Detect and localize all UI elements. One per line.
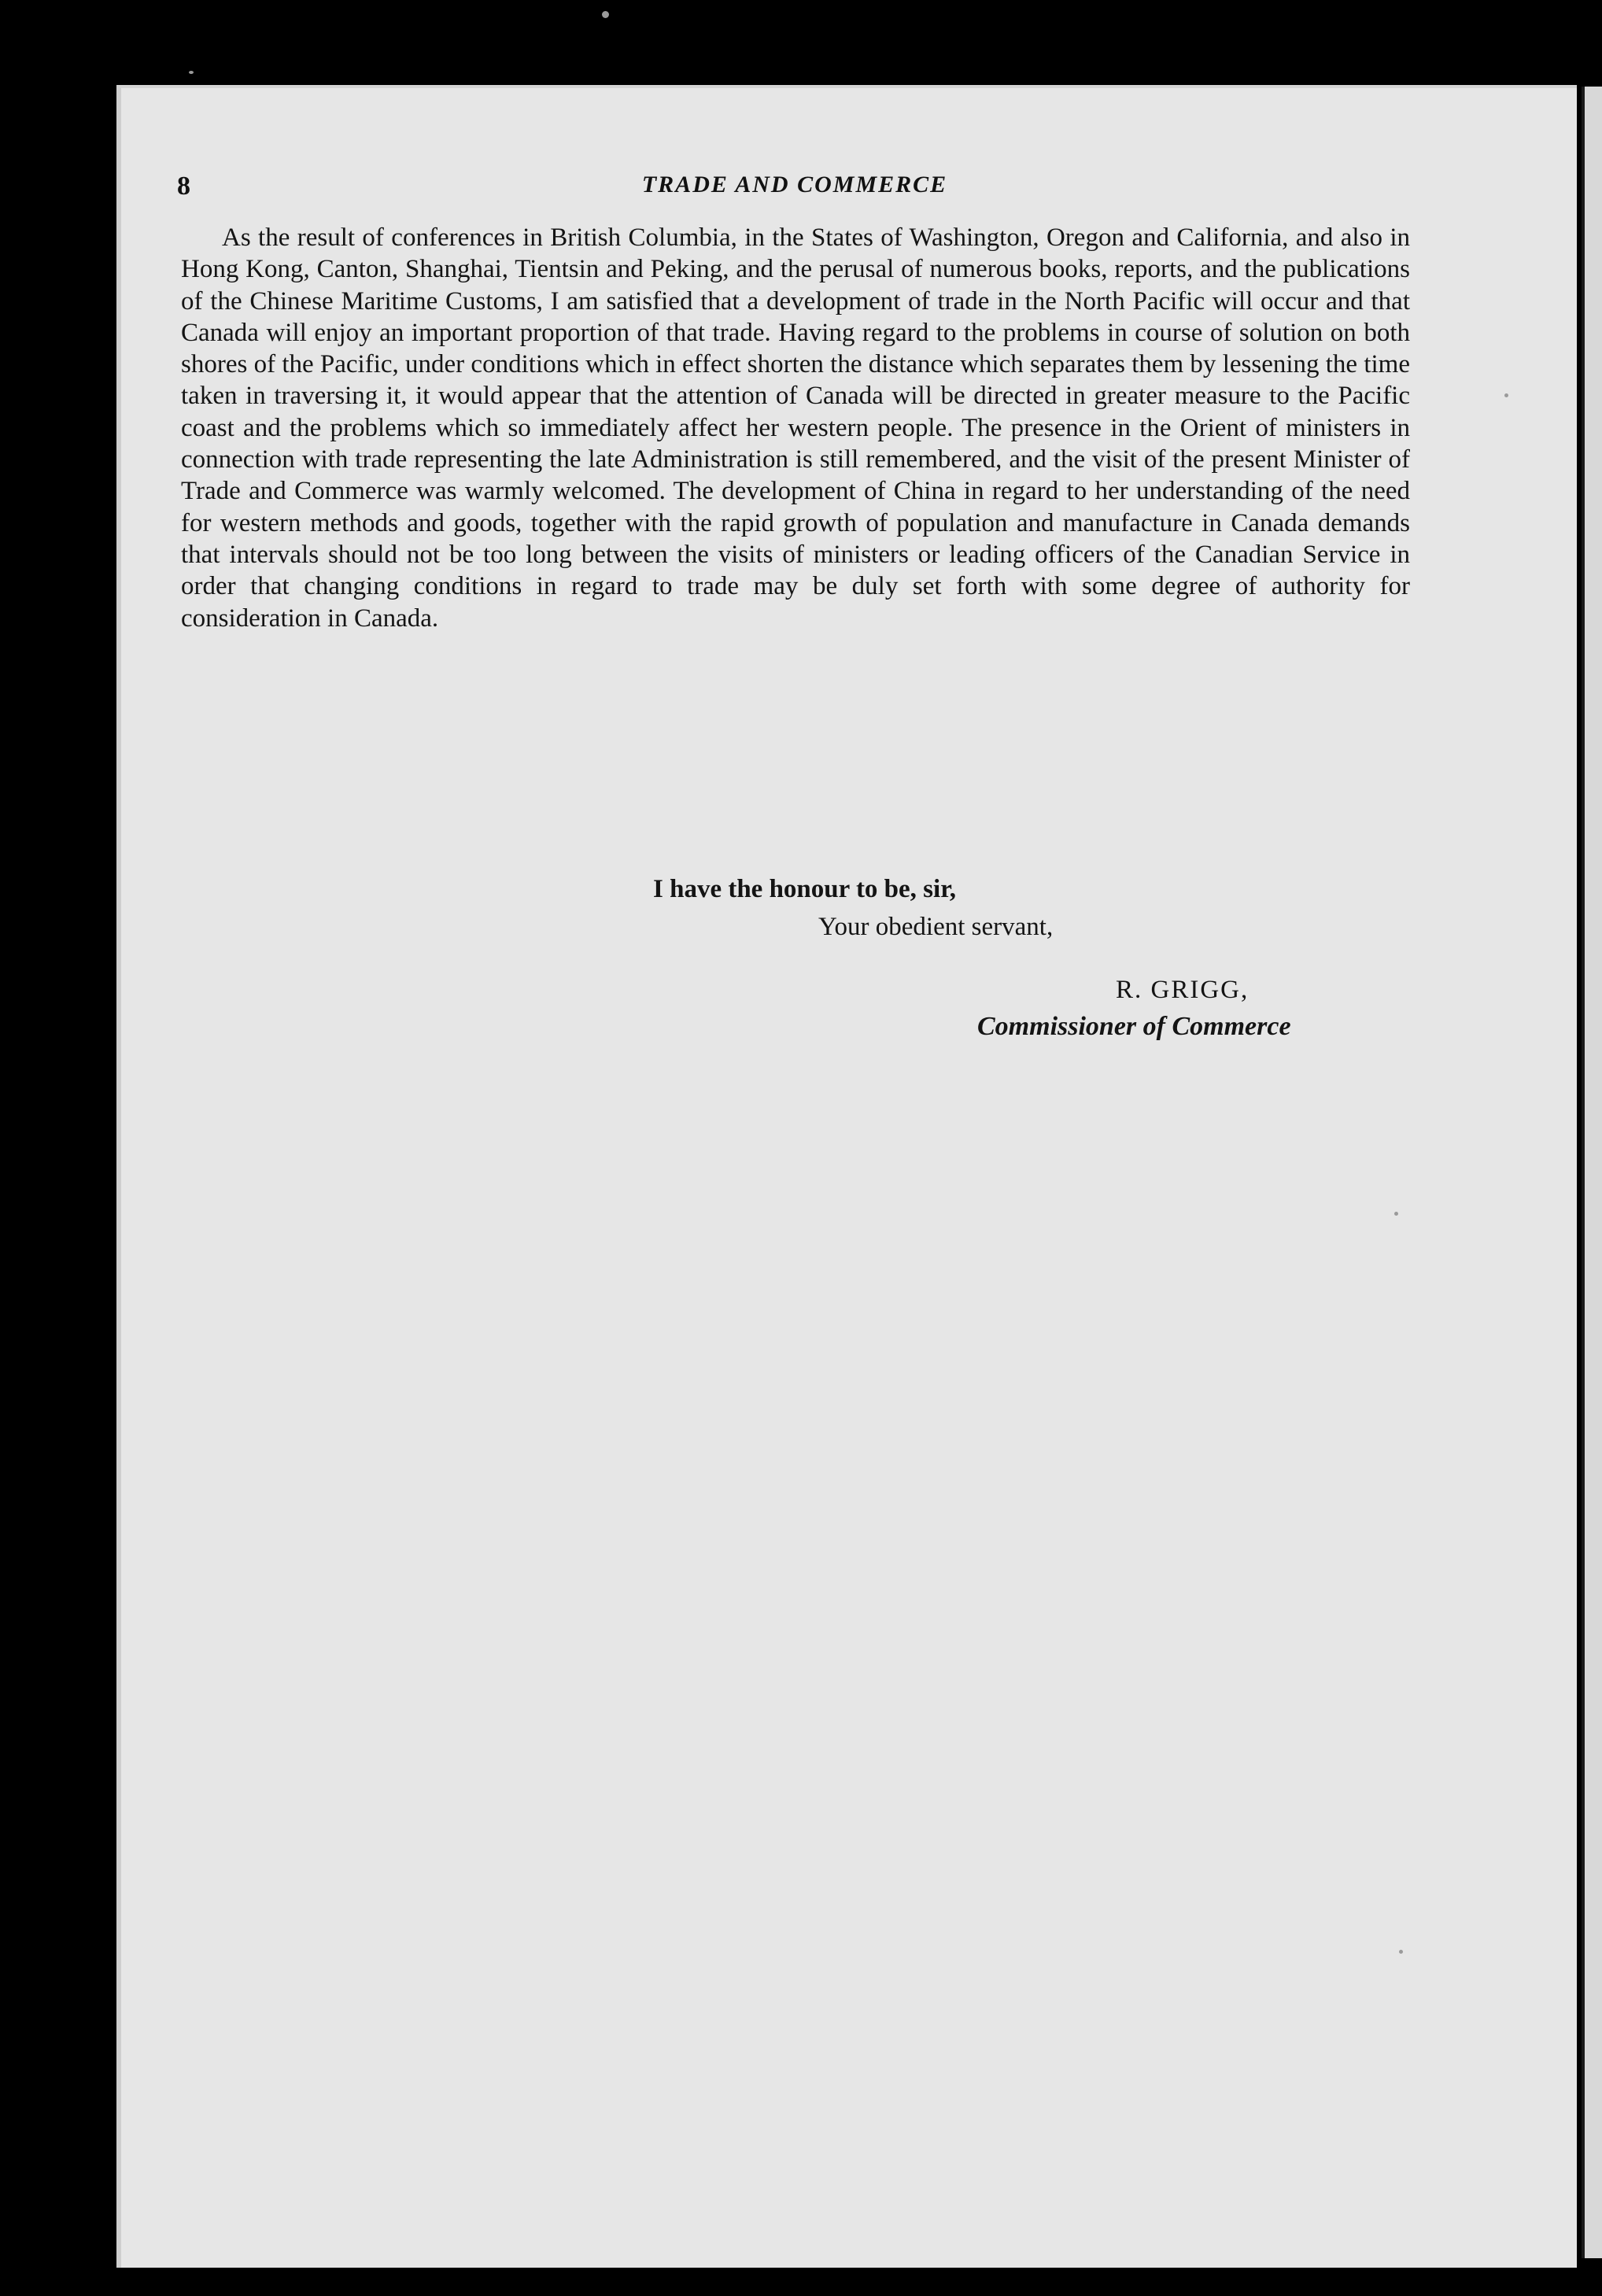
- scan-speck: [1504, 393, 1508, 397]
- scan-speck: [1394, 1212, 1398, 1216]
- running-title: TRADE AND COMMERCE: [641, 172, 948, 197]
- signature-name: R. GRIGG,: [1116, 976, 1249, 1004]
- closing-servant-line: Your obedient servant,: [818, 913, 1054, 941]
- adjacent-page-edge: [1582, 87, 1602, 2258]
- scan-speck: [1399, 1950, 1403, 1954]
- signature-title: Commissioner of Commerce: [977, 1012, 1291, 1041]
- page-header: [177, 172, 1412, 211]
- page-number: 8: [177, 172, 190, 201]
- closing-salutation: I have the honour to be, sir,: [653, 875, 957, 903]
- scan-speck: [189, 71, 194, 74]
- scan-speck: [602, 11, 609, 18]
- body-paragraph: As the result of conferences in British Columbia, in the States of Washington, Oregon and California, and also in Hong Kong, Canton, Shanghai, Tientsin and Peking, and the perusal of numerous books, reports, and the publications of the Chinese Maritime Customs, I am satisfied that a development of trade in the North Pacific will occur and that Canada will enjoy an important proportion of that trade. Having regard to the problems in course of solution on both shores of the Pacific, under conditions which in effect shorten the distance which separates them by lessening the time taken in traversing it, it would appear that the attention of Canada will be directed in greater measure to the Pacific coast and the problems which so immediately affect her western people. The presence in the Orient of ministers in connection with trade representing the late Administration is still remembered, and the visit of the present Minister of Trade and Commerce was warmly welcomed. The development of China in regard to her understanding of the need for western methods and goods, together with the rapid growth of population and manufacture in Canada demands that intervals should not be too long between the visits of ministers or leading officers of the Canadian Service in order that changing conditions in regard to trade may be duly set forth with some degree of authority for consideration in Canada.: [181, 223, 1410, 633]
